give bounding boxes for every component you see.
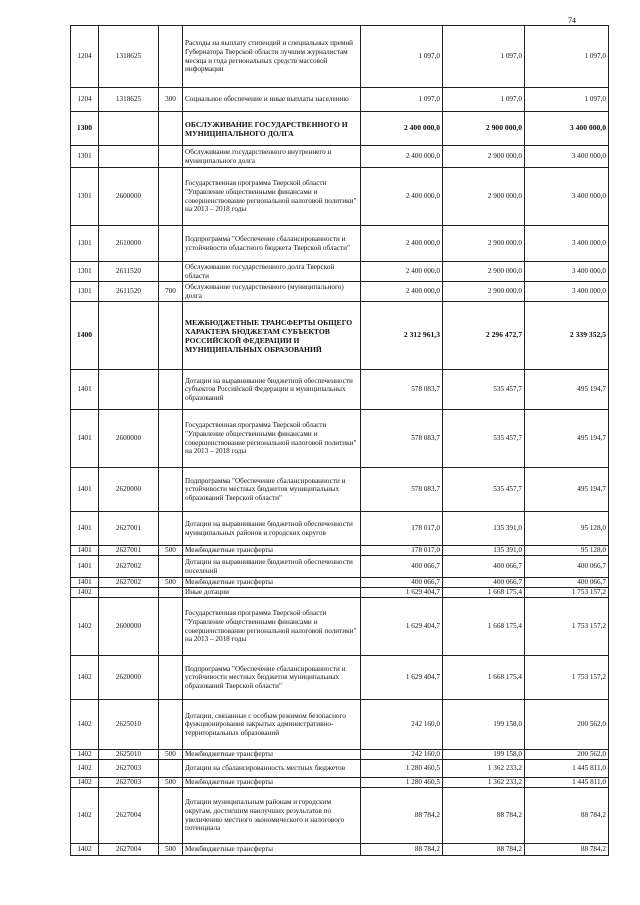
section-code-cell: 1300 <box>71 112 99 146</box>
amount-year1-cell: 2 400 000,0 <box>361 112 443 146</box>
amount-year2-cell: 400 066,7 <box>443 578 525 588</box>
table-row <box>71 788 609 844</box>
section-code-cell: 1301 <box>71 262 99 282</box>
amount-year2-cell: 2 900 000,0 <box>443 112 525 146</box>
amount-year3-cell: 3 400 000,0 <box>525 146 609 168</box>
table-row <box>71 370 609 410</box>
table-row <box>71 760 609 778</box>
amount-year3-cell: 88 784,2 <box>525 844 609 856</box>
item-name-cell: Межбюджетные трансферты <box>183 778 361 788</box>
amount-year1-cell: 578 083,7 <box>361 468 443 512</box>
item-name-cell: Иные дотации <box>183 588 361 598</box>
amount-year1-cell: 2 400 000,0 <box>361 168 443 226</box>
table-row <box>71 578 609 588</box>
amount-year3-cell: 1 753 157,2 <box>525 598 609 656</box>
table-row <box>71 282 609 302</box>
item-name-cell: Обслуживание государственного внутреннего и муниципального долга <box>183 146 361 168</box>
table-row <box>71 226 609 262</box>
amount-year3-cell: 495 194,7 <box>525 370 609 410</box>
section-code-cell: 1402 <box>71 778 99 788</box>
table-row <box>71 512 609 546</box>
table-row <box>71 750 609 760</box>
item-name-cell: Подпрограмма "Обеспечение сбалансированности и устойчивости областного бюджета Тверской области" <box>183 226 361 262</box>
item-name-cell: Обслуживание государственного долга Тверской области <box>183 262 361 282</box>
expense-type-cell <box>159 598 183 656</box>
amount-year1-cell: 578 083,7 <box>361 410 443 468</box>
section-code-cell: 1402 <box>71 760 99 778</box>
expense-type-cell: 500 <box>159 750 183 760</box>
table-row <box>71 88 609 112</box>
table-row <box>71 112 609 146</box>
amount-year1-cell: 2 400 000,0 <box>361 146 443 168</box>
target-article-cell: 2627001 <box>99 546 159 556</box>
item-name-cell: Государственная программа Тверской области "Управление общественными финансами и совершенствование региональной налоговой политики" на 2013 – 2018 годы <box>183 168 361 226</box>
expense-type-cell <box>159 226 183 262</box>
amount-year2-cell: 1 668 175,4 <box>443 656 525 700</box>
amount-year3-cell: 3 400 000,0 <box>525 226 609 262</box>
table-row <box>71 262 609 282</box>
table-row <box>71 410 609 468</box>
section-code-cell: 1401 <box>71 556 99 578</box>
amount-year2-cell: 1 097,0 <box>443 26 525 88</box>
target-article-cell <box>99 112 159 146</box>
expense-type-cell <box>159 302 183 370</box>
amount-year1-cell: 178 017,0 <box>361 512 443 546</box>
section-code-cell: 1402 <box>71 788 99 844</box>
section-code-cell: 1401 <box>71 370 99 410</box>
item-name-cell: Социальное обеспечение и иные выплаты населению <box>183 88 361 112</box>
amount-year3-cell: 1 445 811,0 <box>525 760 609 778</box>
budget-table <box>70 25 609 856</box>
expense-type-cell: 700 <box>159 282 183 302</box>
amount-year3-cell: 95 128,0 <box>525 512 609 546</box>
amount-year2-cell: 1 668 175,4 <box>443 598 525 656</box>
expense-type-cell: 500 <box>159 578 183 588</box>
section-code-cell: 1402 <box>71 844 99 856</box>
item-name-cell: Дотации, связанные с особым режимом безопасного функционирования закрытых административно-территориальных образований <box>183 700 361 750</box>
expense-type-cell <box>159 262 183 282</box>
section-code-cell: 1401 <box>71 546 99 556</box>
target-article-cell: 1318625 <box>99 88 159 112</box>
item-name-cell: Межбюджетные трансферты <box>183 578 361 588</box>
amount-year1-cell: 1 629 404,7 <box>361 598 443 656</box>
item-name-cell: Дотации на выравнивание бюджетной обеспеченности поселений <box>183 556 361 578</box>
amount-year2-cell: 1 097,0 <box>443 88 525 112</box>
expense-type-cell <box>159 26 183 88</box>
amount-year3-cell: 3 400 000,0 <box>525 262 609 282</box>
amount-year3-cell: 1 753 157,2 <box>525 588 609 598</box>
section-code-cell: 1401 <box>71 468 99 512</box>
amount-year2-cell: 88 784,2 <box>443 844 525 856</box>
expense-type-cell <box>159 146 183 168</box>
target-article-cell: 1318625 <box>99 26 159 88</box>
table-body <box>71 26 609 856</box>
expense-type-cell <box>159 112 183 146</box>
table-row <box>71 26 609 88</box>
target-article-cell <box>99 588 159 598</box>
section-code-cell: 1301 <box>71 226 99 262</box>
expense-type-cell <box>159 410 183 468</box>
table-row <box>71 556 609 578</box>
expense-type-cell <box>159 788 183 844</box>
amount-year1-cell: 400 066,7 <box>361 556 443 578</box>
expense-type-cell: 300 <box>159 88 183 112</box>
amount-year2-cell: 1 362 233,2 <box>443 760 525 778</box>
target-article-cell: 2600000 <box>99 410 159 468</box>
target-article-cell: 2627002 <box>99 556 159 578</box>
amount-year1-cell: 1 097,0 <box>361 26 443 88</box>
amount-year3-cell: 495 194,7 <box>525 468 609 512</box>
target-article-cell: 2620000 <box>99 468 159 512</box>
expense-type-cell <box>159 656 183 700</box>
expense-type-cell <box>159 556 183 578</box>
expense-type-cell <box>159 512 183 546</box>
target-article-cell <box>99 370 159 410</box>
expense-type-cell: 500 <box>159 844 183 856</box>
expense-type-cell: 500 <box>159 778 183 788</box>
expense-type-cell <box>159 370 183 410</box>
section-code-cell: 1401 <box>71 512 99 546</box>
item-name-cell: Подпрограмма "Обеспечение сбалансированности и устойчивости местных бюджетов муниципальных образований Тверской области" <box>183 656 361 700</box>
item-name-cell: Обслуживание государственного (муниципального) долга <box>183 282 361 302</box>
expense-type-cell <box>159 588 183 598</box>
table-row <box>71 546 609 556</box>
item-name-cell: Подпрограмма "Обеспечение сбалансированности и устойчивости местных бюджетов муниципальных образований Тверской области" <box>183 468 361 512</box>
target-article-cell: 2600000 <box>99 598 159 656</box>
table-row <box>71 598 609 656</box>
amount-year3-cell: 95 128,0 <box>525 546 609 556</box>
section-code-cell: 1401 <box>71 410 99 468</box>
amount-year1-cell: 1 280 460,5 <box>361 760 443 778</box>
target-article-cell: 2600000 <box>99 168 159 226</box>
item-name-cell: Государственная программа Тверской области "Управление общественными финансами и совершенствование региональной налоговой политики" на 2013 – 2018 годы <box>183 598 361 656</box>
target-article-cell: 2627004 <box>99 844 159 856</box>
amount-year3-cell: 3 400 000,0 <box>525 282 609 302</box>
section-code-cell: 1301 <box>71 282 99 302</box>
page-number: 74 <box>568 16 576 25</box>
item-name-cell: Дотации на выравнивание бюджетной обеспеченности субъектов Российской Федерации и муниципальных образований <box>183 370 361 410</box>
item-name-cell: Дотации на сбалансированность местных бюджетов <box>183 760 361 778</box>
section-code-cell: 1402 <box>71 750 99 760</box>
amount-year1-cell: 242 160,0 <box>361 700 443 750</box>
amount-year2-cell: 2 900 000,0 <box>443 282 525 302</box>
amount-year3-cell: 1 753 157,2 <box>525 656 609 700</box>
amount-year1-cell: 1 097,0 <box>361 88 443 112</box>
amount-year2-cell: 2 900 000,0 <box>443 168 525 226</box>
target-article-cell: 2610000 <box>99 226 159 262</box>
amount-year2-cell: 535 457,7 <box>443 410 525 468</box>
item-name-cell: Дотации на выравнивание бюджетной обеспеченности муниципальных районов и городских округов <box>183 512 361 546</box>
amount-year2-cell: 2 900 000,0 <box>443 146 525 168</box>
item-name-cell: Расходы на выплату стипендий и специальных премий Губернатора Тверской области лучшим журналистам месяца и года региональных средств массовой информации <box>183 26 361 88</box>
amount-year1-cell: 1 629 404,7 <box>361 588 443 598</box>
amount-year3-cell: 3 400 000,0 <box>525 112 609 146</box>
section-code-cell: 1400 <box>71 302 99 370</box>
amount-year2-cell: 88 784,2 <box>443 788 525 844</box>
expense-type-cell <box>159 760 183 778</box>
amount-year3-cell: 200 562,0 <box>525 700 609 750</box>
section-code-cell: 1301 <box>71 146 99 168</box>
target-article-cell: 2611520 <box>99 262 159 282</box>
amount-year3-cell: 3 400 000,0 <box>525 168 609 226</box>
amount-year3-cell: 1 445 811,0 <box>525 778 609 788</box>
item-name-cell: ОБСЛУЖИВАНИЕ ГОСУДАРСТВЕННОГО И МУНИЦИПАЛЬНОГО ДОЛГА <box>183 112 361 146</box>
table-row <box>71 656 609 700</box>
amount-year1-cell: 400 066,7 <box>361 578 443 588</box>
target-article-cell: 2625010 <box>99 750 159 760</box>
amount-year3-cell: 2 339 352,5 <box>525 302 609 370</box>
expense-type-cell <box>159 168 183 226</box>
amount-year1-cell: 2 400 000,0 <box>361 226 443 262</box>
item-name-cell: Межбюджетные трансферты <box>183 844 361 856</box>
table-row <box>71 168 609 226</box>
target-article-cell: 2627001 <box>99 512 159 546</box>
amount-year2-cell: 535 457,7 <box>443 370 525 410</box>
amount-year2-cell: 135 391,0 <box>443 546 525 556</box>
amount-year3-cell: 1 097,0 <box>525 88 609 112</box>
amount-year2-cell: 2 900 000,0 <box>443 262 525 282</box>
table-row <box>71 468 609 512</box>
target-article-cell: 2627003 <box>99 760 159 778</box>
table-row <box>71 146 609 168</box>
target-article-cell: 2627004 <box>99 788 159 844</box>
amount-year1-cell: 88 784,2 <box>361 788 443 844</box>
amount-year2-cell: 199 158,0 <box>443 750 525 760</box>
table-row <box>71 302 609 370</box>
amount-year1-cell: 2 400 000,0 <box>361 282 443 302</box>
section-code-cell: 1401 <box>71 578 99 588</box>
amount-year3-cell: 1 097,0 <box>525 26 609 88</box>
item-name-cell: Межбюджетные трансферты <box>183 750 361 760</box>
amount-year1-cell: 2 312 961,3 <box>361 302 443 370</box>
amount-year2-cell: 2 900 000,0 <box>443 226 525 262</box>
amount-year1-cell: 242 160,0 <box>361 750 443 760</box>
target-article-cell: 2611520 <box>99 282 159 302</box>
section-code-cell: 1402 <box>71 598 99 656</box>
table-row <box>71 844 609 856</box>
expense-type-cell <box>159 700 183 750</box>
amount-year1-cell: 2 400 000,0 <box>361 262 443 282</box>
target-article-cell: 2620000 <box>99 656 159 700</box>
amount-year2-cell: 135 391,0 <box>443 512 525 546</box>
amount-year2-cell: 535 457,7 <box>443 468 525 512</box>
table-row <box>71 588 609 598</box>
amount-year1-cell: 578 083,7 <box>361 370 443 410</box>
target-article-cell: 2625010 <box>99 700 159 750</box>
amount-year3-cell: 400 066,7 <box>525 556 609 578</box>
amount-year1-cell: 88 784,2 <box>361 844 443 856</box>
amount-year3-cell: 400 066,7 <box>525 578 609 588</box>
amount-year1-cell: 1 629 404,7 <box>361 656 443 700</box>
section-code-cell: 1402 <box>71 656 99 700</box>
section-code-cell: 1402 <box>71 588 99 598</box>
table-row <box>71 700 609 750</box>
item-name-cell: Межбюджетные трансферты <box>183 546 361 556</box>
item-name-cell: МЕЖБЮДЖЕТНЫЕ ТРАНСФЕРТЫ ОБЩЕГО ХАРАКТЕРА БЮДЖЕТАМ СУБЪЕКТОВ РОССИЙСКОЙ ФЕДЕРАЦИИ И МУНИЦИПАЛЬНЫХ ОБРАЗОВАНИЙ <box>183 302 361 370</box>
amount-year2-cell: 1 668 175,4 <box>443 588 525 598</box>
amount-year3-cell: 88 784,2 <box>525 788 609 844</box>
amount-year2-cell: 199 158,0 <box>443 700 525 750</box>
section-code-cell: 1204 <box>71 26 99 88</box>
section-code-cell: 1204 <box>71 88 99 112</box>
amount-year2-cell: 1 362 233,2 <box>443 778 525 788</box>
expense-type-cell <box>159 468 183 512</box>
target-article-cell: 2627002 <box>99 578 159 588</box>
amount-year1-cell: 178 017,0 <box>361 546 443 556</box>
section-code-cell: 1301 <box>71 168 99 226</box>
target-article-cell <box>99 146 159 168</box>
amount-year1-cell: 1 280 460,5 <box>361 778 443 788</box>
expense-type-cell: 500 <box>159 546 183 556</box>
item-name-cell: Государственная программа Тверской области "Управление общественными финансами и совершенствование региональной налоговой политики" на 2013 – 2018 годы <box>183 410 361 468</box>
amount-year2-cell: 400 066,7 <box>443 556 525 578</box>
item-name-cell: Дотации муниципальным районам и городским округам, достигшим наилучших результатов по увеличению местного экономического и налогового потенциала <box>183 788 361 844</box>
amount-year3-cell: 200 562,0 <box>525 750 609 760</box>
section-code-cell: 1402 <box>71 700 99 750</box>
target-article-cell: 2627003 <box>99 778 159 788</box>
amount-year2-cell: 2 296 472,7 <box>443 302 525 370</box>
amount-year3-cell: 495 194,7 <box>525 410 609 468</box>
target-article-cell <box>99 302 159 370</box>
table-row <box>71 778 609 788</box>
